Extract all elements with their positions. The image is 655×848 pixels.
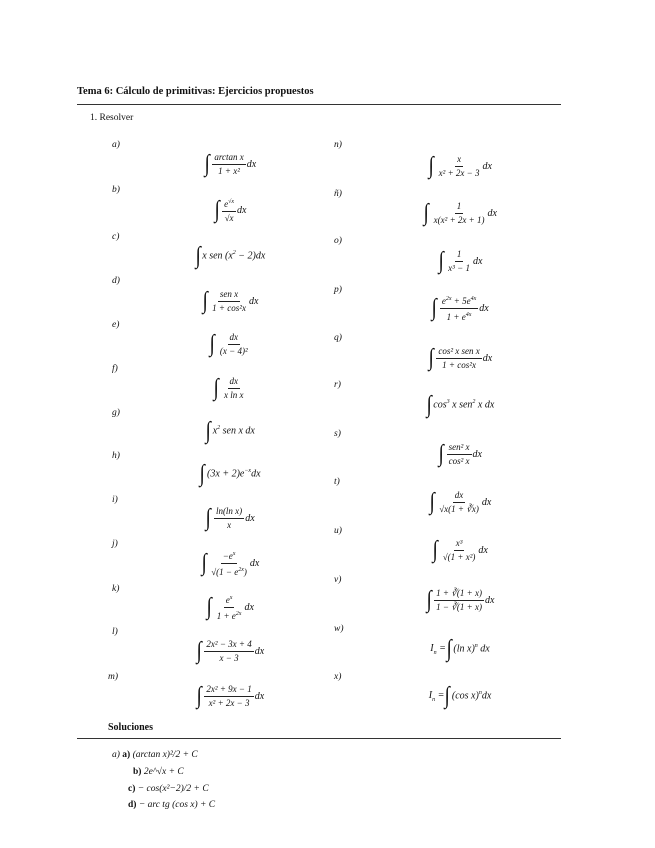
solutions-heading: Soluciones — [108, 722, 154, 733]
exercise-label-x: x) — [334, 672, 342, 682]
exercise-expression-q: ∫ $\frac{\text{cos² x sen x}}{\text{1 + cos²x}}$ dx — [428, 345, 493, 371]
exercise-expression-ntilde: ∫ $\frac{1}{\text{x(x² + 2x + 1)}}$ dx — [423, 200, 497, 226]
exercise-label-t: t) — [334, 477, 340, 487]
exercise-label-h: h) — [112, 451, 120, 461]
exercise-label-d: d) — [112, 276, 120, 286]
solution-label-a: a) — [112, 750, 120, 760]
solution-text-a: (arctan x)²/2 + C — [132, 750, 198, 760]
solution-text-d: − arc tg (cos x) + C — [138, 800, 216, 810]
exercise-expression-u: ∫ $\frac{\text{x³}}{\text{√(1 + x²)}}$ dx — [432, 537, 488, 563]
solution-a — [112, 750, 198, 760]
exercise-expression-d: ∫ $\frac{\text{sen x}}{\text{1 + cos²x}}$ dx — [202, 288, 259, 314]
exercise-label-r: r) — [334, 380, 341, 390]
exercise-expression-n: ∫ $\frac{x}{\text{x² + 2x − 3}}$ dx — [428, 153, 492, 179]
solution-d — [128, 800, 215, 810]
exercise-expression-s: ∫ $\frac{\text{sen² x}}{\text{cos² x}}$ dx — [438, 441, 482, 467]
exercise-expression-c: ∫ x sen $(x^2 - 2)dx$ — [195, 243, 266, 269]
exercise-expression-b: ∫ $\frac{e^{√x}}{√x}$ dx — [214, 197, 247, 223]
exercise-label-o: o) — [334, 236, 342, 246]
exercise-label-w: w) — [334, 624, 344, 634]
exercise-expression-w: $I_n$ = ∫ (ln x)$^n$ dx — [430, 636, 490, 662]
exercise-expression-m: ∫ $\frac{\text{2x² + 9x − 1}}{\text{x² + 2x − 3}}$ dx — [196, 683, 265, 709]
exercise-expression-g: ∫ $x^2$ sen x dx — [205, 418, 255, 444]
solution-bold-d: d) — [128, 800, 137, 810]
exercise-label-n: n) — [334, 140, 342, 150]
exercise-label-v: v) — [334, 575, 342, 585]
solution-bold-a: a) — [122, 750, 131, 760]
exercise-label-q: q) — [334, 333, 342, 343]
exercise-label-j: j) — [112, 539, 118, 549]
exercise-label-a: a) — [112, 140, 120, 150]
exercise-label-u: u) — [334, 526, 342, 536]
exercise-expression-p: ∫ $\frac{e^{2x} + 5e^{4x}}{1 + e^{4x}}$ dx — [431, 295, 489, 322]
exercise-expression-v: ∫ $\frac{1 + ∛(1 + x)}{1 - ∛(1 + x)}$ dx — [426, 587, 495, 613]
section-heading: 1. Resolver — [90, 113, 134, 123]
exercise-expression-i: ∫ $\frac{\text{ln(ln x)}}{x}$ dx — [206, 505, 255, 531]
exercise-expression-x: $I_n$ = ∫ (cos x)$^n$dx — [428, 683, 492, 709]
exercise-label-f: f) — [112, 364, 118, 374]
exercise-expression-r: ∫ $\cos^3 x$ sen$^2$ x dx — [426, 392, 495, 418]
exercise-expression-j: ∫ $\frac{-e^x}{√(1 - e^{2x})}$ dx — [201, 550, 260, 577]
exercise-label-c: c) — [112, 232, 120, 242]
exercise-label-s: s) — [334, 429, 341, 439]
exercise-expression-k: ∫ $\frac{e^x}{1 + e^{2x}}$ dx — [206, 594, 254, 621]
exercise-expression-h: ∫ $(3x + 2)e^{-x}dx$ — [200, 461, 261, 487]
exercise-expression-a: ∫ $\frac{\text{arctan x}}{\text{1 + x²}}$ dx — [204, 151, 257, 177]
solution-text-b: 2e^√x + C — [143, 767, 184, 777]
solution-bold-b: b) — [133, 767, 142, 777]
exercise-label-g: g) — [112, 408, 120, 418]
exercise-expression-l: ∫ $\frac{\text{2x² − 3x + 4}}{x - 3}$ dx — [196, 638, 265, 664]
solutions-rule — [77, 738, 561, 739]
exercise-label-ntilde: ñ) — [334, 189, 342, 199]
exercise-label-e: e) — [112, 320, 120, 330]
solution-bold-c: c) — [128, 784, 136, 794]
exercise-label-k: k) — [112, 584, 120, 594]
exercise-label-p: p) — [334, 285, 342, 295]
solution-text-c: − cos(x²−2)/2 + C — [137, 784, 209, 794]
page-title: Tema 6: Cálculo de primitivas: Ejercicios propuestos — [77, 86, 314, 97]
exercise-label-b: b) — [112, 185, 120, 195]
solution-b — [133, 767, 184, 777]
exercise-label-i: i) — [112, 495, 118, 505]
exercise-expression-o: ∫ $\frac{1}{\text{x³ − 1}}$ dx — [438, 248, 483, 274]
exercise-expression-t: ∫ $\frac{dx}{√x(1 + ∛x)}$ dx — [429, 489, 492, 515]
solution-c — [128, 784, 209, 794]
exercise-label-m: m) — [108, 672, 119, 682]
exercise-label-l: l) — [112, 627, 118, 637]
exercise-expression-f: ∫ $\frac{dx}{\text{x ln x}}$ — [214, 375, 244, 401]
exercise-expression-e: ∫ $\frac{dx}{\text{(x − 4)²}}$ — [209, 331, 248, 357]
header-rule — [77, 104, 561, 105]
